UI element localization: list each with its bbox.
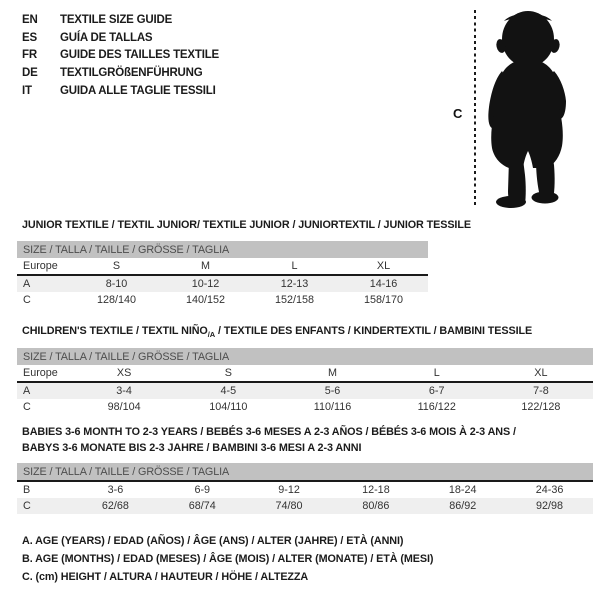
children-size-header-bar: SIZE / TALLA / TAILLE / GRÖSSE / TAGLIA <box>17 348 593 365</box>
cell: 9-12 <box>278 484 300 496</box>
row-label: C <box>23 401 31 413</box>
baby-silhouette <box>484 9 572 208</box>
size-col: L <box>433 367 440 379</box>
babies-section-title-line2: BABYS 3-6 MONATE BIS 2-3 JAHRE / BAMBINI 3-6 MESI A 2-3 ANNI <box>22 442 362 454</box>
language-title: GUIDE DES TAILLES TEXTILE <box>60 49 219 62</box>
row-label: A <box>23 278 31 290</box>
row-label: C <box>23 294 31 306</box>
legend-line-b: B. AGE (MONTHS) / EDAD (MESES) / ÂGE (MOIS) / ALTER (MONATE) / ETÀ (MESI) <box>22 553 434 565</box>
language-row-fr <box>22 46 219 64</box>
cell: 18-24 <box>448 484 477 496</box>
children-row-height <box>17 399 593 415</box>
cell: 80/86 <box>362 500 390 512</box>
cell: 98/104 <box>107 401 141 413</box>
cell: 12-13 <box>280 278 309 290</box>
language-row-de <box>22 64 219 82</box>
language-title: TEXTILGRÖßENFÜHRUNG <box>60 66 203 79</box>
region-label: Europe <box>23 260 58 272</box>
babies-row-height <box>17 498 593 514</box>
babies-size-header-bar: SIZE / TALLA / TAILLE / GRÖSSE / TAGLIA <box>17 463 593 480</box>
size-col: S <box>112 260 121 272</box>
cell: 92/98 <box>536 500 564 512</box>
cell: 3-6 <box>107 484 124 496</box>
language-title-list <box>22 11 219 99</box>
cell: 140/152 <box>185 294 226 306</box>
cell: 7-8 <box>533 385 549 397</box>
row-label: C <box>23 500 31 512</box>
cell: 152/158 <box>274 294 315 306</box>
measurement-legend <box>22 535 433 589</box>
cell: 6-7 <box>428 385 445 397</box>
row-label: A <box>23 385 31 397</box>
row-label: B <box>23 484 31 496</box>
babies-section-title-line1: BABIES 3-6 MONTH TO 2-3 YEARS / BEBÉS 3-6 MESES A 2-3 AÑOS / BÉBÉS 3-6 MOIS À 2-3 ANS / <box>22 426 516 438</box>
junior-size-header-bar: SIZE / TALLA / TAILLE / GRÖSSE / TAGLIA <box>17 241 428 258</box>
language-row-it <box>22 82 219 100</box>
size-col: M <box>201 260 210 272</box>
size-col: XL <box>534 367 548 379</box>
cell: 128/140 <box>96 294 137 306</box>
language-code: ES <box>22 31 37 44</box>
cell: 6-9 <box>194 484 211 496</box>
children-title-prefix: CHILDREN'S TEXTILE / TEXTIL NIÑO <box>22 325 208 337</box>
cell: 122/128 <box>521 401 561 413</box>
cell: 10-12 <box>191 278 220 290</box>
height-measure-dotted-line <box>474 10 476 207</box>
children-title-sub: /A <box>207 330 216 340</box>
cell: 74/80 <box>275 500 303 512</box>
cell: 4-5 <box>220 385 237 397</box>
size-col: XS <box>116 367 132 379</box>
junior-row-age <box>17 276 428 292</box>
junior-table <box>17 241 428 308</box>
children-row-age <box>17 383 593 399</box>
language-code: IT <box>22 84 32 97</box>
children-table <box>17 348 593 415</box>
size-col: L <box>291 260 298 272</box>
language-code: DE <box>22 66 38 79</box>
cell: 68/74 <box>188 500 216 512</box>
cell: 24-36 <box>535 484 564 496</box>
cell: 3-4 <box>116 385 132 397</box>
language-title: TEXTILE SIZE GUIDE <box>60 13 173 26</box>
cell: 104/110 <box>209 401 248 413</box>
size-col: S <box>224 367 232 379</box>
height-measure-label: C <box>453 106 463 121</box>
language-code: EN <box>22 13 38 26</box>
language-row-en <box>22 11 219 29</box>
children-title-suffix: / TEXTILE DES ENFANTS / KINDERTEXTIL / BAMBINI TESSILE <box>215 325 533 337</box>
children-region-row <box>17 365 593 381</box>
junior-section-title: JUNIOR TEXTILE / TEXTIL JUNIOR/ TEXTILE JUNIOR / JUNIORTEXTIL / JUNIOR TESSILE <box>22 219 471 231</box>
language-title: GUÍA DE TALLAS <box>60 31 153 44</box>
cell: 110/116 <box>313 401 352 413</box>
language-title: GUIDA ALLE TAGLIE TESSILI <box>60 84 216 97</box>
legend-line-c: C. (cm) HEIGHT / ALTURA / HAUTEUR / HÖHE / ALTEZZA <box>22 571 309 583</box>
size-col: XL <box>376 260 391 272</box>
region-label: Europe <box>23 367 58 379</box>
cell: 5-6 <box>324 385 341 397</box>
cell: 62/68 <box>101 500 129 512</box>
cell: 86/92 <box>449 500 477 512</box>
cell: 12-18 <box>362 484 390 496</box>
junior-row-height <box>17 292 428 308</box>
junior-region-row <box>17 258 428 274</box>
language-code: FR <box>22 49 37 62</box>
children-section-title <box>22 325 532 339</box>
cell: 116/122 <box>417 401 456 413</box>
babies-row-age <box>17 482 593 498</box>
cell: 14-16 <box>369 278 398 290</box>
cell: 158/170 <box>363 294 404 306</box>
legend-line-a: A. AGE (YEARS) / EDAD (AÑOS) / ÂGE (ANS) / ALTER (JAHRE) / ETÀ (ANNI) <box>22 535 404 547</box>
size-col: M <box>328 367 337 379</box>
babies-table <box>17 463 593 514</box>
language-row-es <box>22 29 219 47</box>
cell: 8-10 <box>105 278 128 290</box>
